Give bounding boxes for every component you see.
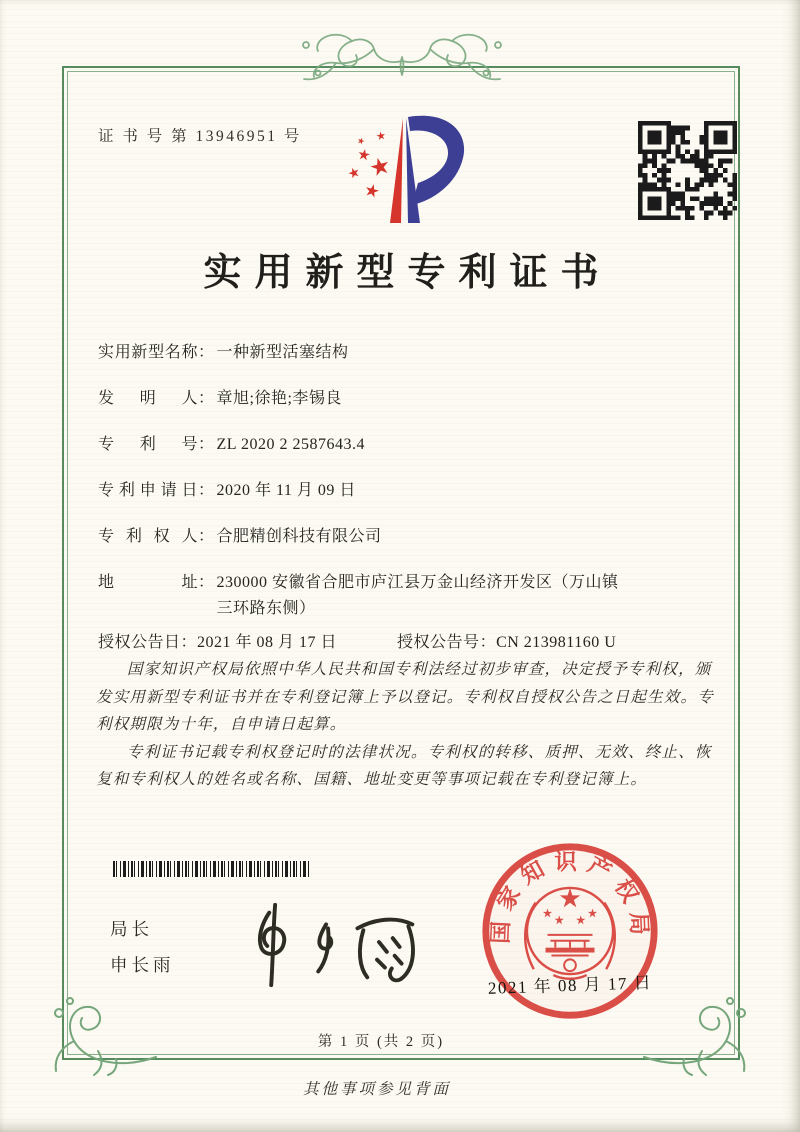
field-label: 发明人 bbox=[98, 390, 198, 407]
top-flourish-ornament-icon bbox=[282, 30, 522, 88]
field-row-address bbox=[98, 570, 708, 622]
field-list bbox=[98, 340, 708, 656]
handwritten-signature-icon bbox=[232, 893, 428, 995]
field-label: 地址 bbox=[98, 574, 198, 591]
certificate-title: 实用新型专利证书 bbox=[203, 252, 612, 294]
field-value: 章旭;徐艳;李锡良 bbox=[216, 390, 342, 407]
field-row-inventor bbox=[98, 386, 708, 412]
field-value: ZL 2020 2 2587643.4 bbox=[216, 436, 365, 453]
legal-paragraph-1: 国家知识产权局依照中华人民共和国专利法经过初步审查，决定授予专利权，颁发实用新型专利证书并在专利登记簿上予以登记。专利权自授权公告之日起生效。专利权期限为十年，自申请日起算。 bbox=[96, 661, 714, 733]
legal-paragraph-2: 专利证书记载专利权登记时的法律状况。专利权的转移、质押、无效、终止、恢复和专利权人的姓名或名称、国籍、地址变更等事项记载在专利登记簿上。 bbox=[96, 743, 712, 788]
field-value: 一种新型活塞结构 bbox=[216, 344, 349, 361]
field-label: 授权公告号 bbox=[397, 634, 480, 651]
colon: ： bbox=[479, 634, 497, 651]
barcode-icon bbox=[113, 861, 310, 877]
colon: ： bbox=[198, 528, 215, 545]
certificate-number: 证 书 号 第 13946951 号 bbox=[98, 128, 302, 145]
colon: ： bbox=[198, 436, 215, 453]
colon: ： bbox=[198, 482, 215, 499]
field-label: 授权公告日 bbox=[98, 634, 181, 651]
field-row-patent-no bbox=[98, 432, 708, 458]
cnipa-logo-icon bbox=[332, 110, 482, 232]
signer-title: 局长 bbox=[110, 919, 153, 939]
field-label: 实用新型名称 bbox=[98, 344, 198, 361]
field-row-patentee bbox=[98, 524, 708, 550]
field-row-filing-date bbox=[98, 478, 708, 504]
seal-date: 2021 年 08 月 17 日 bbox=[487, 973, 653, 998]
colon: ： bbox=[198, 390, 215, 407]
grant-date-value: 2021 年 08 月 17 日 bbox=[197, 634, 338, 651]
qr-code-icon bbox=[638, 121, 737, 220]
page-number: 第 1 页 (共 2 页) bbox=[317, 1034, 445, 1050]
seal-ring-text: 国家知识产权局 bbox=[487, 849, 653, 945]
signer-block bbox=[110, 916, 175, 977]
field-label: 专利号 bbox=[98, 436, 198, 453]
field-value: 2020 年 11 月 09 日 bbox=[216, 482, 356, 499]
field-row-name bbox=[98, 340, 708, 366]
back-side-note: 其他事项参见背面 bbox=[302, 1081, 451, 1098]
signer-name: 申长雨 bbox=[110, 955, 175, 975]
field-label: 专利权人 bbox=[98, 528, 198, 545]
field-label: 专利申请日 bbox=[98, 482, 198, 499]
legal-text-block bbox=[96, 656, 714, 794]
field-value: 230000 安徽省合肥市庐江县万金山经济开发区（万山镇三环路东侧） bbox=[216, 574, 619, 617]
colon: ： bbox=[198, 574, 215, 591]
colon: ： bbox=[180, 634, 198, 651]
colon: ： bbox=[198, 344, 215, 361]
field-row-grant bbox=[98, 630, 708, 656]
field-value: 合肥精创科技有限公司 bbox=[216, 528, 382, 545]
grant-no-value: CN 213981160 U bbox=[496, 634, 617, 651]
